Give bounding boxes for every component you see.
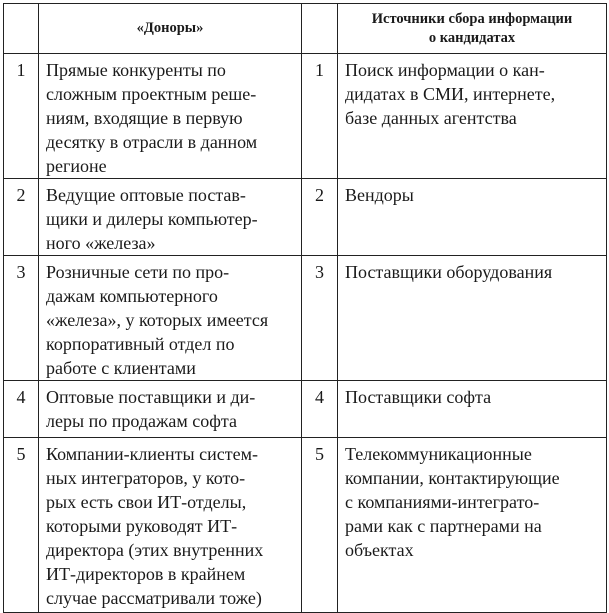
header-sources: Источники сбора информации о кандидатах <box>338 4 607 54</box>
row-number-left: 5 <box>4 438 39 613</box>
table-row <box>4 438 607 613</box>
row-number-left: 2 <box>4 179 39 256</box>
donor-cell: Оптовые поставщики и ди- леры по продажам софта <box>39 381 302 438</box>
table-row <box>4 256 607 381</box>
source-cell: Вендоры <box>338 179 607 256</box>
header-empty-right <box>302 4 338 54</box>
candidate-sources-table <box>3 3 607 613</box>
donor-cell: Прямые конкуренты по сложным проектным реше- ниям, входящие в первую десятку в отрасли в данном регионе <box>39 54 302 179</box>
source-cell: Поставщики софта <box>338 381 607 438</box>
row-number-left: 1 <box>4 54 39 179</box>
row-number-right: 4 <box>302 381 338 438</box>
table-row <box>4 179 607 256</box>
donor-cell: Компании-клиенты систем- ных интеграторов, у кото- рых есть свои ИТ-отделы, которыми руководят ИТ- директора (этих внутренних ИТ-директоров в крайнем случае рассматривали тоже) <box>39 438 302 613</box>
row-number-right: 1 <box>302 54 338 179</box>
donor-cell: Ведущие оптовые постав- щики и дилеры компьютер- ного «железа» <box>39 179 302 256</box>
row-number-left: 4 <box>4 381 39 438</box>
row-number-left: 3 <box>4 256 39 381</box>
donor-cell: Розничные сети по про- дажам компьютерного «железа», у которых имеется корпоративный отдел по работе с клиентами <box>39 256 302 381</box>
table-row <box>4 381 607 438</box>
source-cell: Телекоммуникационные компании, контактирующие с компаниями-интеграто- рами как с партнерами на объектах <box>338 438 607 613</box>
table-row <box>4 54 607 179</box>
source-cell: Поставщики оборудования <box>338 256 607 381</box>
table-header-row <box>4 4 607 54</box>
header-donors: «Доноры» <box>39 4 302 54</box>
row-number-right: 3 <box>302 256 338 381</box>
row-number-right: 5 <box>302 438 338 613</box>
row-number-right: 2 <box>302 179 338 256</box>
header-empty-left <box>4 4 39 54</box>
source-cell: Поиск информации о кан- дидатах в СМИ, интернете, базе данных агентства <box>338 54 607 179</box>
